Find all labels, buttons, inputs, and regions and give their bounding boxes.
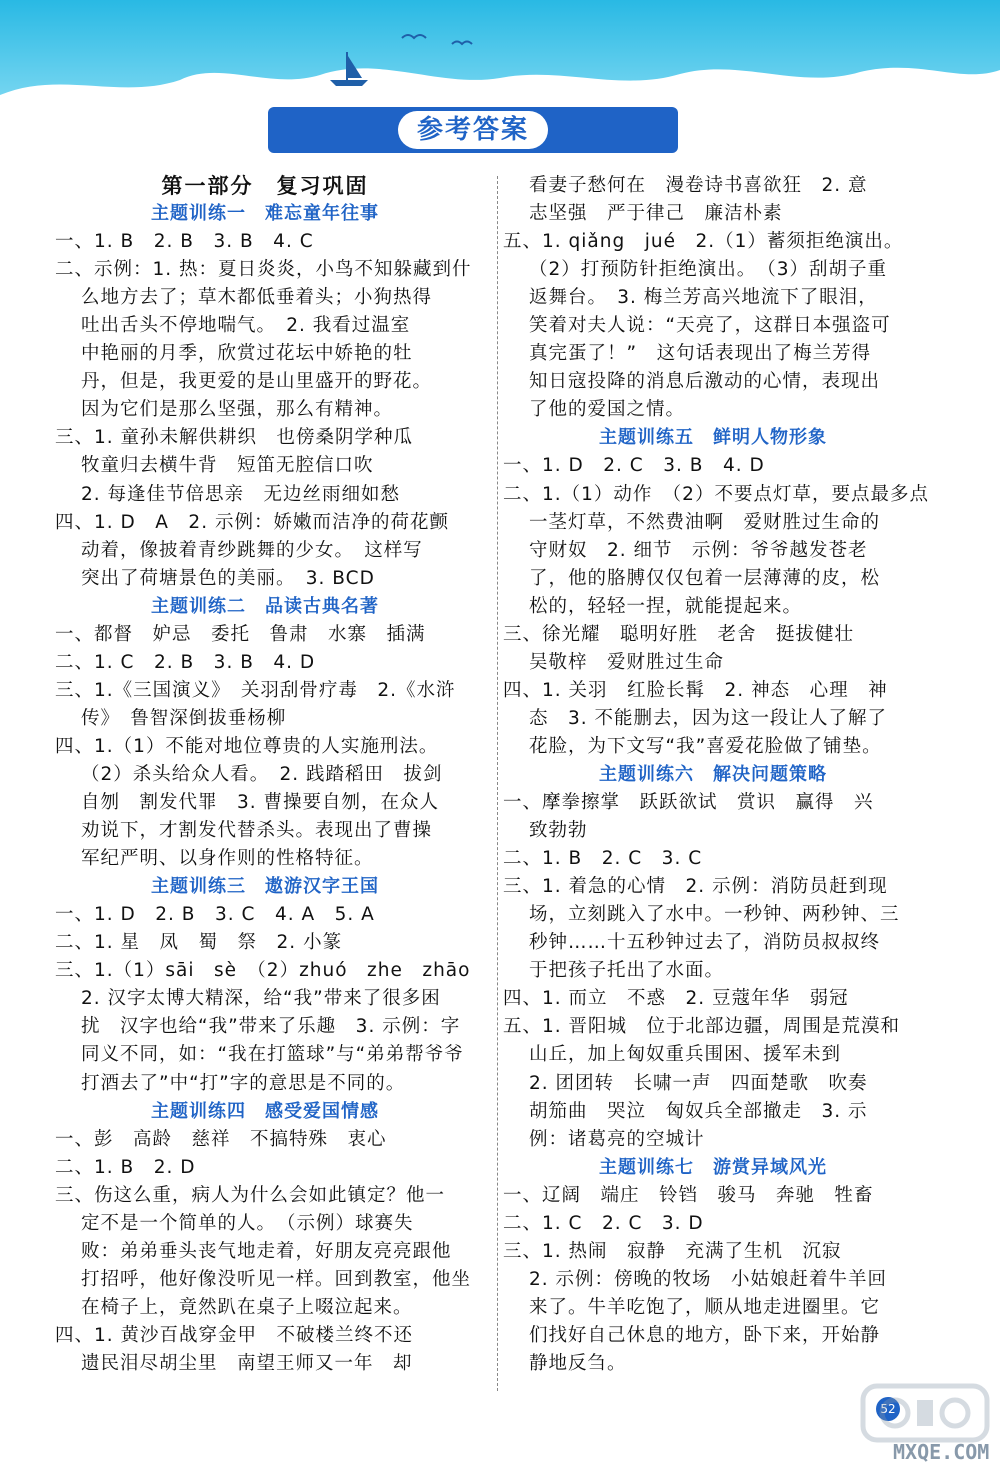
column-divider (497, 176, 498, 1391)
answer-line: 在椅子上，竟然趴在桌子上啜泣起来。 (81, 1296, 413, 1318)
answer-line: 突出了荷塘景色的美丽。 3. BCD (81, 567, 375, 589)
answer-line: 一茎灯草，不然费油啊 爱财胜过生命的 (529, 511, 881, 533)
answer-line: 例：诸葛亮的空城计 (529, 1128, 705, 1150)
answer-line: 么地方去了；草木都低垂着头；小狗热得 (81, 287, 433, 309)
answer-line: 四、1. 黄沙百战穿金甲 不破楼兰终不还 (55, 1324, 414, 1346)
answer-line: 来了。牛羊吃饱了，顺从地走进圈里。它 (529, 1296, 881, 1318)
answer-line: 花脸，为下文写“我”喜爱花脸做了铺垫。 (529, 735, 882, 757)
answer-line: 松的，轻轻一捏，就能提起来。 (529, 595, 803, 617)
part-title: 第一部分 复习巩固 (161, 174, 369, 198)
watermark-text: MXQE.COM (893, 1440, 990, 1464)
answer-line: 三、1. 童孙未解供耕织 也傍桑阴学种瓜 (55, 427, 414, 449)
section-heading: 主题训练一 难忘童年往事 (151, 203, 379, 225)
answer-line: 2. 示例：傍晚的牧场 小姑娘赶着牛羊回 (529, 1268, 888, 1290)
answer-line: 于把孩子托出了水面。 (529, 960, 725, 982)
page-title: 参考答案 (398, 111, 548, 149)
answer-line: 四、1. D A 2. 示例：娇嫩而洁净的荷花颤 (55, 511, 449, 533)
page-number: 52 (876, 1397, 900, 1421)
answer-line: 同义不同，如：“我在打篮球”与“弟弟帮爷爷 (81, 1044, 464, 1066)
section-heading: 主题训练四 感受爱国情感 (151, 1100, 379, 1122)
answer-line: 一、彭 高龄 慈祥 不搞特殊 衷心 (55, 1128, 387, 1150)
answer-line: 致勃勃 (529, 820, 588, 842)
answer-line: 四、1. 关羽 红脸长髯 2. 神态 心理 神 (503, 679, 888, 701)
section-heading: 主题训练七 游赏异域风光 (599, 1156, 827, 1178)
answer-line: 扰 汉字也给“我”带来了乐趣 3. 示例：字 (81, 1016, 461, 1038)
title-banner (268, 107, 678, 153)
answer-line: 动着，像披着青纱跳舞的少女。 这样写 (81, 539, 423, 561)
answer-line: 二、1. B 2. C 3. C (503, 848, 703, 870)
answer-line: 二、1. C 2. B 3. B 4. D (55, 651, 316, 673)
answer-line: 打酒去了”中“打”字的意思是不同的。 (81, 1072, 406, 1094)
right-column (503, 172, 929, 1378)
answer-line: 丹，但是，我更爱的是山里盛开的野花。 (81, 371, 433, 393)
answer-line: 劝说下，才割发代替杀头。表现出了曹操 (81, 820, 433, 842)
answer-line: 一、辽阔 端庄 铃铛 骏马 奔驰 牲畜 (503, 1184, 874, 1206)
answer-line: 四、1.（1）不能对地位尊贵的人实施刑法。 (55, 735, 439, 757)
answer-line: 知日寇投降的消息后激动的心情，表现出 (529, 371, 881, 393)
answer-line: 一、1. D 2. B 3. C 4. A 5. A (55, 904, 375, 926)
answer-line: 五、1. qiǎng jué 2.（1）蓄须拒绝演出。 (503, 231, 904, 253)
answer-line: 胡笳曲 哭泣 匈奴兵全部撤走 3. 示 (529, 1100, 868, 1122)
answer-line: 三、1. 着急的心情 2. 示例：消防员赶到现 (503, 876, 888, 898)
section-heading: 主题训练六 解决问题策略 (599, 763, 827, 785)
answer-line: 场，立刻跳入了水中。一秒钟、两秒钟、三 (529, 904, 900, 926)
answer-line: 牧童归去横牛背 短笛无腔信口吹 (81, 455, 374, 477)
answer-line: 因为它们是那么坚强，那么有精神。 (81, 399, 394, 421)
left-column (55, 172, 475, 1378)
answer-line: 五、1. 晋阳城 位于北部边疆，周围是荒漠和 (503, 1016, 901, 1038)
answer-line: 返舞台。 3. 梅兰芳高兴地流下了眼泪， (529, 287, 878, 309)
answer-line: 一、都督 妒忌 委托 鲁肃 水寨 插满 (55, 623, 426, 645)
answer-line: 一、1. D 2. C 3. B 4. D (503, 455, 765, 477)
answer-line: 静地反刍。 (529, 1352, 627, 1374)
answer-line: 守财奴 2. 细节 示例：爷爷越发苍老 (529, 539, 868, 561)
answer-line: 真完蛋了！” 这句话表现出了梅兰芳得 (529, 343, 872, 365)
answer-line: 2. 每逢佳节倍思亲 无边丝雨细如愁 (81, 483, 401, 505)
answer-line: 中艳丽的月季，欣赏过花坛中娇艳的牡 (81, 343, 413, 365)
answer-line: 军纪严明、以身作则的性格特征。 (81, 848, 374, 870)
answer-line: 看妻子愁何在 漫卷诗书喜欲狂 2. 意 (529, 175, 868, 196)
answer-line: 二、1. B 2. D (55, 1156, 196, 1178)
answer-line: 秒钟……十五秒钟过去了，消防员叔叔终 (529, 932, 881, 954)
answer-line: 传》 鲁智深倒拔垂杨柳 (81, 707, 287, 729)
answer-line: 们找好自己休息的地方，卧下来，开始静 (529, 1324, 881, 1346)
answer-line: 三、伤这么重，病人为什么会如此镇定？他一 (55, 1184, 446, 1206)
answer-line: （2）打预防针拒绝演出。 （3）刮胡子重 (529, 259, 888, 281)
answer-line: （2）杀头给众人看。 2. 践踏稻田 拔剑 (81, 763, 443, 785)
answer-line: 二、1. 星 凤 蜀 祭 2. 小篆 (55, 932, 343, 954)
answer-line: 三、1.《三国演义》 关羽刮骨疗毒 2.《水浒 (55, 679, 456, 701)
answer-line: 自刎 割发代罪 3. 曹操要自刎，在众人 (81, 792, 440, 814)
answer-line: 二、1.（1）动作 （2）不要点灯草，要点最多点 (503, 483, 929, 505)
answer-line: 2. 汉字太博大精深，给“我”带来了很多困 (81, 988, 441, 1010)
section-heading: 主题训练三 遨游汉字王国 (151, 876, 379, 898)
answer-line: 二、1. C 2. C 3. D (503, 1212, 704, 1234)
answer-line: 态 3. 不能删去，因为这一段让人了解了 (529, 707, 888, 729)
answer-line: 笑着对夫人说：“天亮了，这群日本强盗可 (529, 315, 891, 337)
answer-line: 败：弟弟垂头丧气地走着，好朋友亮亮跟他 (81, 1240, 452, 1262)
answer-line: 了，他的胳膊仅仅包着一层薄薄的皮，松 (529, 567, 881, 589)
answer-line: 志坚强 严于律己 廉洁朴素 (529, 203, 783, 225)
answer-line: 2. 团团转 长啸一声 四面楚歌 吹奏 (529, 1072, 868, 1094)
answer-line: 定不是一个简单的人。 （示例）球赛失 (81, 1212, 414, 1234)
answer-line: 三、1.（1）sāi sè （2）zhuó zhe zhāo (55, 960, 471, 982)
answer-line: 打招呼，他好像没听见一样。回到教室，他坐 (81, 1268, 472, 1290)
answer-line: 一、1. B 2. B 3. B 4. C (55, 231, 314, 253)
header-banner (0, 0, 1000, 110)
answer-line: 吐出舌头不停地喘气。 2. 我看过温室 (81, 315, 411, 337)
section-heading: 主题训练五 鲜明人物形象 (599, 427, 827, 449)
answer-line: 一、摩拳擦掌 跃跃欲试 赏识 赢得 兴 (503, 792, 874, 814)
answer-line: 三、徐光耀 聪明好胜 老舍 挺拔健壮 (503, 623, 855, 645)
answer-line: 四、1. 而立 不惑 2. 豆蔻年华 弱冠 (503, 988, 849, 1010)
section-heading: 主题训练二 品读古典名著 (151, 595, 379, 617)
answer-line: 了他的爱国之情。 (529, 399, 686, 421)
answer-line: 遗民泪尽胡尘里 南望王师又一年 却 (81, 1352, 413, 1374)
answer-line: 二、示例：1. 热：夏日炎炎，小鸟不知躲藏到什 (55, 259, 472, 281)
answer-line: 三、1. 热闹 寂静 充满了生机 沉寂 (503, 1240, 842, 1262)
answer-line: 山丘，加上匈奴重兵围困、援军未到 (529, 1044, 842, 1066)
answer-line: 吴敬梓 爱财胜过生命 (529, 651, 725, 673)
